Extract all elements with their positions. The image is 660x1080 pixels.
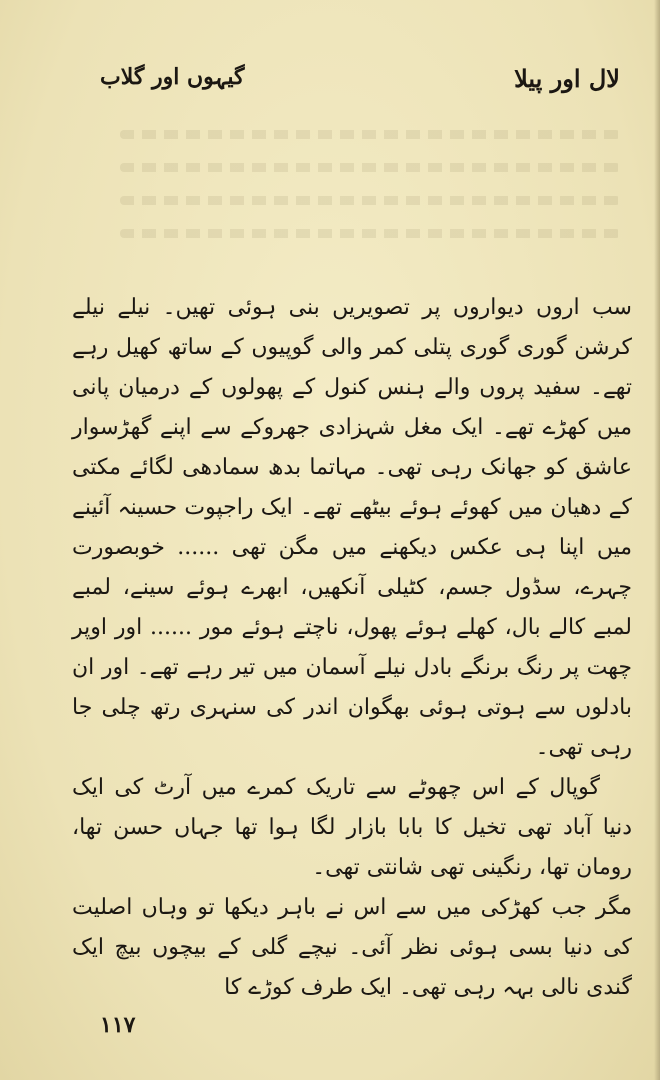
- show-through-text: [120, 130, 620, 260]
- paragraph: مگر جب کھڑکی میں سے اس نے باہر دیکھا تو وہاں اصلیت کی دنیا بسی ہوئی نظر آئی۔ نیچے گلی کے بیچوں بیچ ایک گندی نالی بہہ رہی تھی۔ ایک طرف کوڑے کا: [72, 895, 632, 1000]
- page-number: ۱۱۷: [100, 1012, 136, 1038]
- book-title: لال اور پیلا: [514, 64, 620, 93]
- chapter-title: گیہوں اور گلاب: [100, 64, 245, 90]
- page-edge-shadow: [654, 0, 660, 1080]
- faint-line: [120, 196, 620, 205]
- running-header: [100, 60, 620, 100]
- faint-line: [120, 130, 620, 139]
- faint-line: [120, 163, 620, 172]
- body-text: [72, 288, 632, 1008]
- paragraph: سب اروں دیواروں پر تصویریں بنی ہوئی تھیں۔ نیلے نیلے کرشن گوری گوری پتلی کمر والی گوپیوں کے ساتھ کھیل رہے تھے۔ سفید پروں والے ہنس کنول کے پھولوں کے درمیان پانی میں کھڑے تھے۔ ایک مغل شہزادی جھروکے سے اپنے گھڑسوار عاشق کو جھانک رہی تھی۔ مہاتما بدھ سمادھی لگائے مکتی کے دھیان میں کھوئے ہوئے بیٹھے تھے۔ ایک راجپوت حسینہ آئینے میں اپنا ہی عکس دیکھنے میں مگن تھی ...... خوبصورت چہرے، سڈول جسم، کٹیلی آنکھیں، ابھرے ہوئے سینے، لمبے لمبے کالے بال، کھلے ہوئے پھول، ناچتے ہوئے مور ...... اور اوپر چھت پر رنگ برنگے بادل نیلے آسمان میں تیر رہے تھے۔ اور ان بادلوں سے ہوتی ہوئی بھگوان اندر کی سنہری رتھ چلی جا رہی تھی۔: [72, 295, 632, 760]
- paragraph: گوپال کے اس چھوٹے سے تاریک کمرے میں آرٹ کی ایک دنیا آباد تھی تخیل کا بابا بازار لگا ہوا تھا جہاں حسن تھا، رومان تھا، رنگینی تھی شانتی تھی۔: [72, 775, 632, 880]
- faint-line: [120, 229, 620, 238]
